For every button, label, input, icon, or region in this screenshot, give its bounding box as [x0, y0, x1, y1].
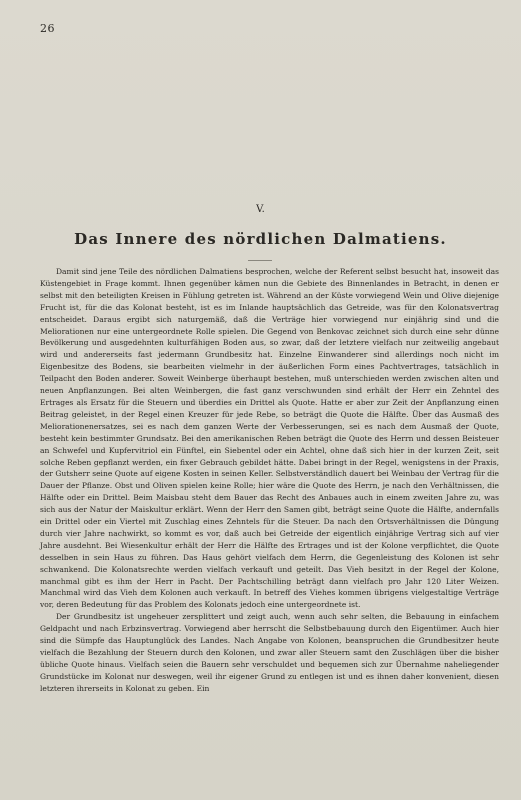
paragraph: Der Grundbesitz ist ungeheuer zersplittert und zeigt auch, wenn auch sehr selten, die Bebauung in einfachem Geldpacht und nach Erbzinsvertrag. Vorwiegend aber herrscht die Selbstbebauung durch den Eigentümer. Auch hier sind die Sümpfe das Hauptunglück des Landes. Nach Angabe von Kolonen, beanspruchen die Grundbesitzer heute vielfach die Bezahlung der Steuern durch den Kolonen, und zwar aller Steuern samt den Zuschlägen über die bisher übliche Quote hinaus. Vielfach seien die Bauern sehr verschuldet und bequemen sich zur Übernahme naheliegender Grundstücke im Kolonat nur deswegen, weil ihr eigener Grund zu entlegen ist und es ihnen daher konvenient, diesen letzteren ihrerseits in Kolonat zu geben. Ein — [40, 612, 499, 693]
chapter-numeral: V. — [256, 204, 265, 215]
title-rule — [248, 260, 272, 261]
body-text — [40, 266, 499, 695]
page-number: 26 — [40, 22, 55, 35]
chapter-title: Das Innere des nördlichen Dalmatiens. — [74, 230, 447, 248]
paragraph: Damit sind jene Teile des nördlichen Dalmatiens besprochen, welche der Referent selbst besucht hat, insoweit das Küstengebiet in Frage kommt. Ihnen gegenüber kämen nun die Gebiete des Binnenlandes in Betracht, in denen er selbst mit den beteiligten Kreisen in Fühlung getreten ist. Während an der Küste vorwiegend Wein und Olive diejenige Frucht ist, für die das Kolonat besteht, ist es im Inlande hauptsächlich das Getreide, was für den Kolonatsvertrag entscheidet. Daraus ergibt sich naturgemäß, daß die Verträge hier vorwiegend nur einjährig sind und die Meliorationen nur eine untergeordnete Rolle spielen. Die Gegend von Benkovac zeichnet sich durch eine sehr dünne Bevölkerung und ausgedehnten kulturfähigen Boden aus, so zwar, daß der letztere vielfach nur zeitweilig angebaut wird und andererseits fast jedermann Grundbesitz hat. Einzelne Einwanderer sind allerdings noch nicht im Eigenbesitze des Bodens, sie bearbeiten vielmehr in der äußerlichen Form eines Pachtvertrages, tatsächlich in Teilpacht den Boden anderer. Soweit Weinberge überhaupt bestehen, muß unterschieden werden zwischen alten und neuen Anpflanzungen. Bei alten Weinbergen, die fast ganz verschwunden sind erhält der Herr ein Zehntel des Ertrages als Ersatz für die Steuern und überdies ein Drittel als Quote. Hatte er aber zur Zeit der Anpflanzung einen Beitrag geleistet, in der Regel einen Kreuzer für jede Rebe, so beträgt die Quote die Hälfte. Über das Ausmaß des Meliorationenersatzes, sei es nach dem ganzen Werte der Verbesserungen, sei es nach dem Ausmaß der Quote, besteht kein bestimmter Grundsatz. Bei den amerikanischen Reben beträgt die Quote des Herrn und dessen Beisteuer an Schwefel und Kupfervitriol ein Fünftel, ein Siebentel oder ein Achtel, ohne daß sich hier in der kurzen Zeit, seit solche Reben gepflanzt werden, ein fixer Gebrauch gebildet hätte. Dabei bringt in der Regel, wenigstens in der Praxis, der Gutsherr seine Quote auf eigene Kosten in seinen Keller. Selbstverständlich dauert bei Weinbau der Vertrag für die Dauer der Pflanze. Obst und Oliven spielen keine Rolle; hier wäre die Quote des Herrn, je nach den Verhältnissen, die Hälfte oder ein Drittel. Beim Maisbau steht dem Bauer das Recht des Anbaues auch in einem zweiten Jahre zu, was sich aus der Natur der Maiskultur erklärt. Wenn der Herr den Samen gibt, beträgt seine Quote die Hälfte, andernfalls ein Drittel oder ein Viertel mit Zuschlag eines Zehntels für die Steuer. Da nach den Ortsverhältnissen die Düngung durch vier Jahre nachwirkt, so kommt es vor, daß auch bei Getreide der eigentlich einjährige Vertrag sich auf vier Jahre ausdehnt. Bei Wiesenkultur erhält der Herr die Hälfte des Ertrages und ist der Kolone verpflichtet, die Quote desselben in sein Haus zu führen. Das Haus gehört vielfach dem Herrn, die Gegenleistung des Kolonen ist sehr schwankend. Die Kolonatsrechte werden vielfach verkauft und geteilt. Das Vieh besitzt in der Regel der Kolone, manchmal gibt es ihm der Herr in Pacht. Der Pachtschilling beträgt dann vielfach pro Jahr 120 Liter Weizen. Manchmal wird das Vieh dem Kolonen auch verkauft. In betreff des Viehes kommen übrigens vielgestaltige Verträge vor, deren Bedeutung für das Problem des Kolonats jedoch eine untergeordnete ist. — [40, 267, 499, 610]
